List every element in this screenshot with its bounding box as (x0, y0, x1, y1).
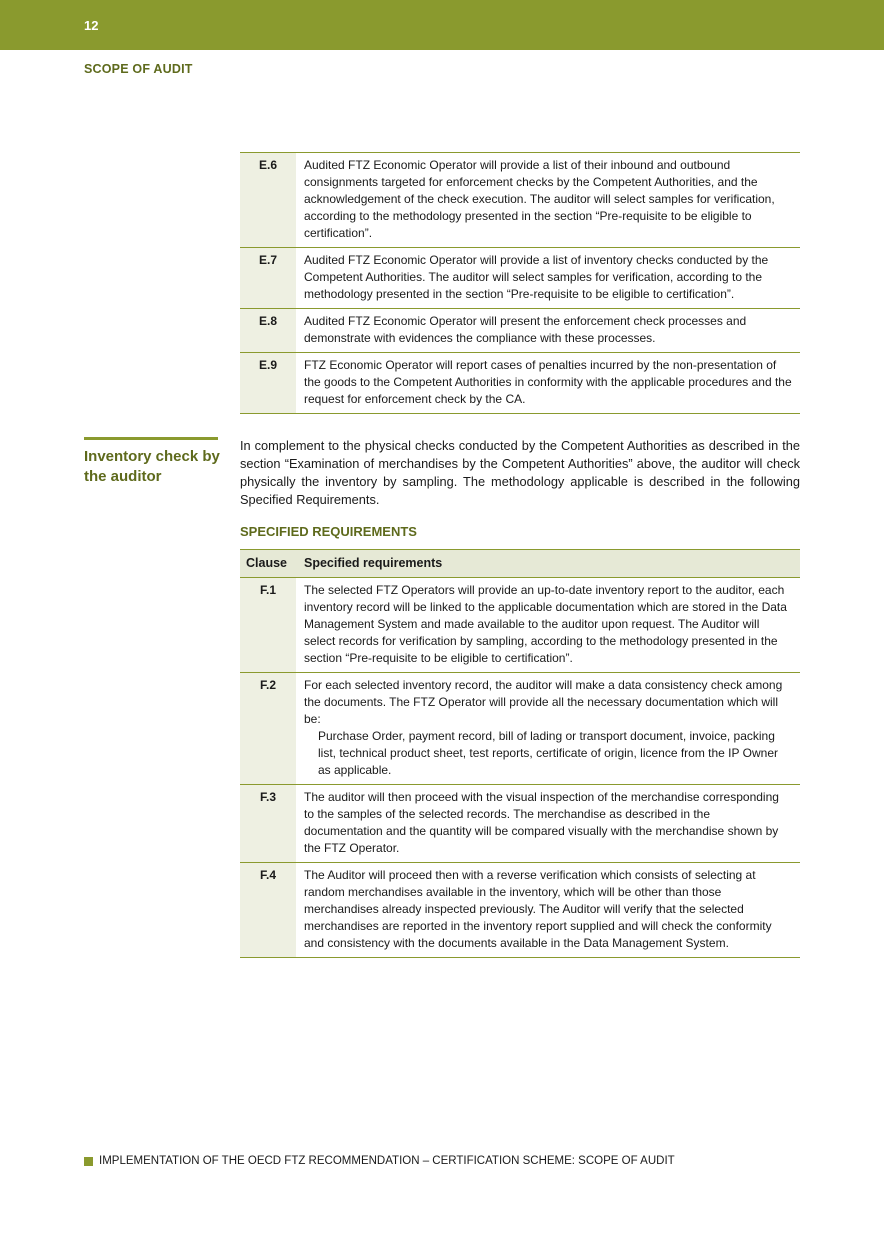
clause-cell: F.4 (240, 863, 296, 958)
table-row (240, 673, 800, 785)
column-header-clause: Clause (246, 556, 287, 570)
requirement-cell: The selected FTZ Operators will provide an up-to-date inventory report to the auditor, each inventory record will be linked to the applicable documentation which are stored in the Data Management System and made available to the auditor upon request. The Auditor will select records for verification by sampling, according to the methodology presented in the section “Pre-requisite to be eligible to certification”. (304, 583, 787, 665)
clause-cell: F.3 (240, 785, 296, 863)
requirements-table-f (240, 549, 800, 958)
requirement-text: For each selected inventory record, the auditor will make a data consistency check among the documents. The FTZ Operator will provide all the necessary documentation which will be: (304, 678, 783, 726)
sidebar-rule (84, 437, 218, 440)
table-header-row (240, 550, 800, 578)
requirement-cell (296, 673, 800, 785)
column-header-requirements: Specified requirements (304, 556, 443, 570)
top-banner (0, 0, 884, 50)
requirement-cell: Audited FTZ Economic Operator will provide a list of their inbound and outbound consignments targeted for enforcement checks by the Competent Authorities, and the acknowledgement of the check execution. The auditor will select samples for verification, according to the methodology presented in the section “Pre-requisite to be eligible to certification”. (304, 158, 775, 240)
document-list: Purchase Order, payment record, bill of lading or transport document, invoice, packing list, technical product sheet, test reports, certificate of origin, licence from the IP Owner as applicable. (318, 729, 778, 777)
clause-cell: E.8 (240, 309, 296, 353)
requirement-cell: Audited FTZ Economic Operator will provide a list of inventory checks conducted by the Competent Authorities. The auditor will select samples for verification, according to the methodology presented in the section “Pre-requisite to be eligible to certification”. (304, 253, 769, 301)
table-row (240, 785, 800, 863)
table-row (240, 353, 800, 414)
requirement-cell: Audited FTZ Economic Operator will present the enforcement check processes and demonstrate with evidences the compliance with these processes. (304, 314, 747, 345)
requirement-cell: FTZ Economic Operator will report cases of penalties incurred by the non-presentation of the goods to the Competent Authorities in conformity with the applicable procedures and the request for enforcement check by the CA. (304, 358, 792, 406)
clause-cell: F.1 (240, 578, 296, 673)
requirement-cell: The Auditor will proceed then with a reverse verification which consists of selecting at random merchandises available in the inventory, which will be other than those merchandises already inspected previously. The Auditor will verify that the selected merchandises are reported in the inventory report supplied and will check the conformity and consistency with the documents available in the Data Management System. (304, 868, 772, 950)
page-footer (84, 1155, 675, 1167)
square-bullet-icon (84, 1157, 93, 1166)
footer-text: IMPLEMENTATION OF THE OECD FTZ RECOMMENDATION – CERTIFICATION SCHEME: SCOPE OF AUDIT (99, 1155, 675, 1167)
clause-cell: F.2 (240, 673, 296, 785)
page-number: 12 (84, 18, 99, 33)
sidebar-title: Inventory check by the auditor (84, 448, 220, 485)
table-row (240, 153, 800, 248)
intro-paragraph: In complement to the physical checks conducted by the Competent Authorities as described in the section “Examination of merchandises by the Competent Authorities” above, the auditor will check physically the inventory by sampling. The methodology applicable is described in the following Specified Requirements. (240, 438, 800, 507)
requirements-table-e (240, 152, 800, 414)
clause-cell: E.9 (240, 353, 296, 414)
table-row (240, 578, 800, 673)
clause-cell: E.6 (240, 153, 296, 248)
table-row (240, 863, 800, 958)
table-row (240, 309, 800, 353)
table-row (240, 248, 800, 309)
requirement-cell: The auditor will then proceed with the visual inspection of the merchandise corresponding to the samples of the selected records. The merchandise as described in the documentation and the quantity will be compared visually with the merchandise shown by the FTZ Operator. (304, 790, 779, 855)
clause-cell: E.7 (240, 248, 296, 309)
specified-requirements-heading: SPECIFIED REQUIREMENTS (240, 524, 417, 539)
section-heading: SCOPE OF AUDIT (84, 62, 193, 76)
